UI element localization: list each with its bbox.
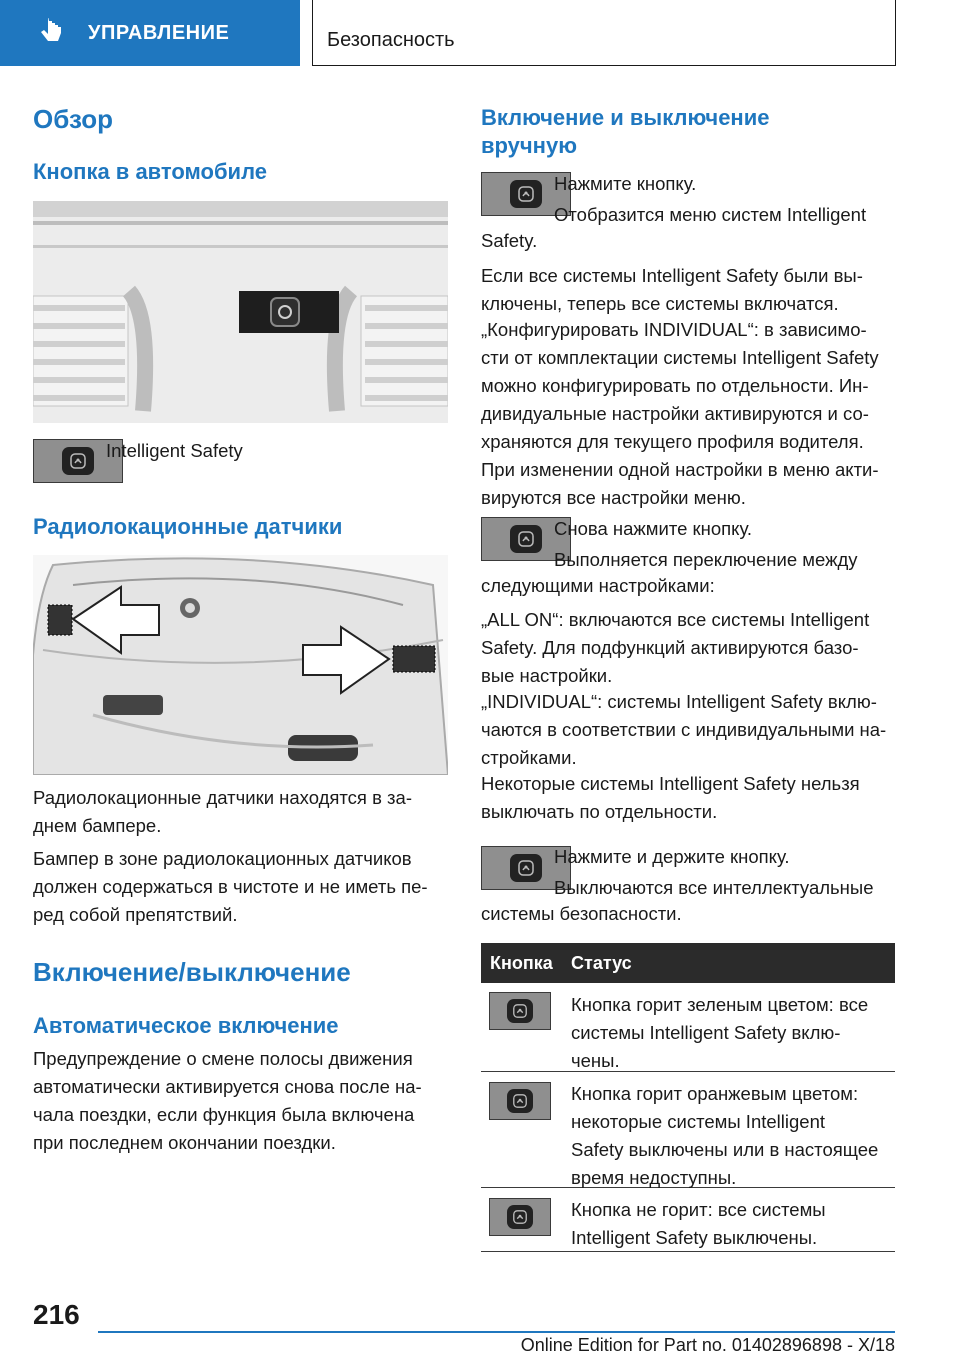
table-row	[481, 1188, 895, 1252]
status-cell: Кнопка горит зеленым цветом: все системы Intelligent Safety вклю- чены.	[571, 994, 869, 1071]
status-table	[481, 943, 895, 1252]
status-cell: Кнопка не горит: все системы Intelligent Safety выключены.	[571, 1199, 826, 1248]
column-header-status: Статус	[571, 953, 632, 973]
manual-on-off-heading: Включение и выключение вручную	[481, 105, 770, 158]
section-label: УПРАВЛЕНИЕ	[88, 21, 230, 44]
intelligent-safety-icon	[517, 185, 535, 203]
intelligent-safety-icon	[69, 452, 87, 470]
step-3-line-1: Нажмите и держите кнопку.	[554, 846, 790, 867]
overview-heading: Обзор	[33, 104, 113, 134]
on-off-heading: Включение/выключение	[33, 957, 351, 987]
page-header	[0, 0, 960, 66]
button-in-car-heading: Кнопка в автомобиле	[33, 159, 267, 184]
radar-paragraph-2: Бампер в зоне радиолокационных датчиков должен содержаться в чистоте и не иметь пе- ред собой препятствий.	[33, 848, 428, 925]
chapter-label: Безопасность	[327, 29, 455, 51]
step-1-line-2: Отобразится меню систем Intelligent	[554, 204, 867, 225]
footer-divider	[98, 1331, 895, 1333]
chapter-box	[312, 0, 896, 66]
step-2-paragraph-2: „ALL ON“: включаются все системы Intelligent Safety. Для подфункций активируются базо- вые настройки.	[481, 609, 870, 686]
button-green-image	[489, 992, 551, 1030]
button-orange-image	[489, 1082, 551, 1120]
column-header-button: Кнопка	[490, 953, 553, 973]
intelligent-safety-icon	[517, 530, 535, 548]
intelligent-safety-icon	[512, 1093, 528, 1109]
auto-activation-heading: Автоматическое включение	[33, 1013, 339, 1038]
step-3-line-2: Выключаются все интеллектуальные	[554, 877, 874, 898]
button-caption: Intelligent Safety	[106, 440, 243, 461]
button-off-image	[489, 1198, 551, 1236]
step-1-line-1: Нажмите кнопку.	[554, 173, 697, 194]
hand-pointer-icon	[36, 18, 66, 48]
page-number: 216	[33, 1299, 80, 1330]
step-3-line-3: системы безопасности.	[481, 903, 682, 924]
step-2-line-3: следующими настройками:	[481, 575, 715, 596]
table-row	[481, 983, 895, 1072]
status-cell: Кнопка горит оранжевым цветом: некоторые системы Intelligent Safety выключены или в настоящее время недоступны.	[571, 1083, 879, 1188]
table-row	[481, 1072, 895, 1188]
intelligent-safety-icon	[512, 1209, 528, 1225]
section-tab[interactable]	[0, 0, 300, 66]
edition-note: Online Edition for Part no. 01402896898 - X/18	[520, 1335, 895, 1355]
radar-paragraph-1: Радиолокационные датчики находятся в за- днем бампере.	[33, 787, 412, 836]
car-rear-photo	[33, 555, 448, 775]
dashboard-button-photo	[33, 201, 448, 423]
intelligent-safety-icon	[512, 1003, 528, 1019]
table-header	[481, 943, 895, 983]
step-1-line-3: Safety.	[481, 230, 538, 251]
step-1-paragraph-2: Если все системы Intelligent Safety были вы- ключены, теперь все системы включатся.	[481, 265, 863, 314]
step-2-paragraph-3: „INDIVIDUAL“: системы Intelligent Safety вклю- чаются в соответствии с индивидуальными на- стройками.	[481, 691, 887, 768]
auto-activation-paragraph: Предупреждение о смене полосы движения автоматически активируется снова после на- чала поездки, если функция была включена при последнем окончании поездки.	[33, 1048, 422, 1153]
step-1-paragraph-3: „Конфигурировать INDIVIDUAL“: в зависимо- сти от комплектации системы Intelligent Safety можно конфигурировать по отдельности. Ин- дивидуальные настройки активируются и со- храняются для текущего профиля водителя. При изменении одной настройки в меню акти- вируются все настройки меню.	[481, 319, 879, 508]
intelligent-safety-icon	[517, 859, 535, 877]
step-2-line-2: Выполняется переключение между	[554, 549, 858, 570]
step-2-paragraph-4: Некоторые системы Intelligent Safety нельзя выключать по отдельности.	[481, 773, 860, 822]
step-2-line-1: Снова нажмите кнопку.	[554, 518, 752, 539]
radar-sensors-heading: Радиолокационные датчики	[33, 514, 343, 539]
